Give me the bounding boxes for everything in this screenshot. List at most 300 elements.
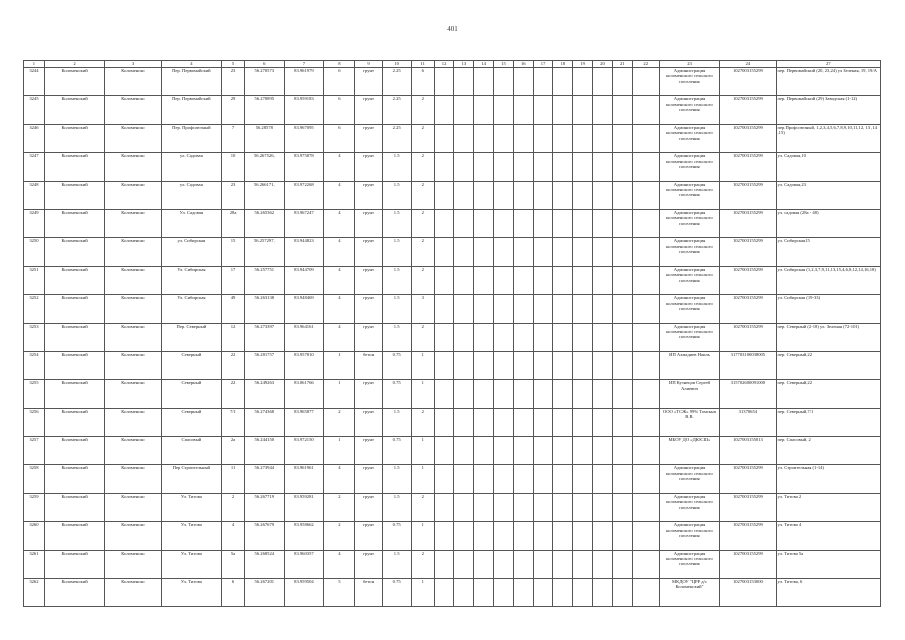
empty-cell bbox=[573, 181, 593, 209]
empty-cell bbox=[533, 266, 553, 294]
column-header: 2 bbox=[44, 61, 104, 68]
empty-cell bbox=[513, 181, 533, 209]
empty-cell bbox=[513, 465, 533, 493]
empty-cell bbox=[632, 550, 659, 578]
table-row bbox=[24, 68, 881, 96]
surface-cell: грунт bbox=[355, 153, 382, 181]
empty-cell bbox=[533, 493, 553, 521]
empty-cell bbox=[632, 181, 659, 209]
empty-cell bbox=[573, 295, 593, 323]
table-row bbox=[24, 522, 881, 550]
street-cell: Ул. Садовая bbox=[161, 209, 221, 237]
table-row bbox=[24, 493, 881, 521]
empty-cell bbox=[494, 437, 514, 465]
surface-cell: грунт bbox=[355, 522, 382, 550]
latitude-cell: 56.281757 bbox=[245, 351, 285, 379]
house-cell: 2 bbox=[222, 493, 245, 521]
empty-cell bbox=[632, 266, 659, 294]
street-cell: Ул. Титова bbox=[161, 579, 221, 607]
district-cell: Коломенский bbox=[44, 96, 104, 124]
street-cell: Ул. Титова bbox=[161, 550, 221, 578]
longitude-cell: 83.959183 bbox=[284, 96, 324, 124]
village-cell: Коломенско bbox=[105, 209, 161, 237]
address-cell: пер. Северный,22 bbox=[776, 351, 880, 379]
address-cell: пер. Северный,22 bbox=[776, 380, 880, 408]
table-row bbox=[24, 550, 881, 578]
district-cell: Коломенский bbox=[44, 380, 104, 408]
empty-cell bbox=[533, 124, 553, 152]
empty-cell bbox=[494, 323, 514, 351]
length-cell: 0.75 bbox=[382, 437, 411, 465]
empty-cell bbox=[553, 579, 573, 607]
empty-cell bbox=[513, 493, 533, 521]
column-header: 3 bbox=[105, 61, 161, 68]
width-cell: 4 bbox=[324, 238, 355, 266]
house-cell: 5а bbox=[222, 550, 245, 578]
house-cell: 4 bbox=[222, 522, 245, 550]
empty-cell bbox=[573, 437, 593, 465]
address-cell: пер. Первомайский (29) Заводская (1-12) bbox=[776, 96, 880, 124]
empty-cell bbox=[494, 465, 514, 493]
latitude-cell: 56.28578 bbox=[245, 124, 285, 152]
row-number-cell: 3248 bbox=[24, 181, 45, 209]
table-row bbox=[24, 96, 881, 124]
empty-cell bbox=[474, 124, 494, 152]
empty-cell bbox=[553, 465, 573, 493]
empty-cell bbox=[632, 68, 659, 96]
district-cell: Коломенский bbox=[44, 238, 104, 266]
empty-cell bbox=[494, 153, 514, 181]
row-number-cell: 3261 bbox=[24, 550, 45, 578]
latitude-cell: 56.267679 bbox=[245, 522, 285, 550]
empty-cell bbox=[553, 550, 573, 578]
length-cell: 1.5 bbox=[382, 493, 411, 521]
empty-cell bbox=[553, 153, 573, 181]
street-cell: Ул. Сибирская bbox=[161, 266, 221, 294]
ogrn-cell: 1027003155299 bbox=[720, 181, 776, 209]
address-cell: пер. Спасовый, 2 bbox=[776, 437, 880, 465]
longitude-cell: 83.972268 bbox=[284, 181, 324, 209]
empty-cell bbox=[632, 408, 659, 436]
empty-cell bbox=[513, 323, 533, 351]
empty-cell bbox=[612, 209, 632, 237]
width-cell: 4 bbox=[324, 323, 355, 351]
empty-cell bbox=[494, 209, 514, 237]
street-cell: Пер. Северный bbox=[161, 323, 221, 351]
empty-cell bbox=[612, 522, 632, 550]
ogrn-cell: 1027003155299 bbox=[720, 550, 776, 578]
empty-cell bbox=[533, 408, 553, 436]
length-cell: 1.5 bbox=[382, 209, 411, 237]
empty-cell bbox=[533, 295, 553, 323]
column-header: 14 bbox=[474, 61, 494, 68]
empty-cell bbox=[454, 323, 474, 351]
table-row bbox=[24, 295, 881, 323]
empty-cell bbox=[474, 68, 494, 96]
empty-cell bbox=[454, 550, 474, 578]
empty-cell bbox=[573, 465, 593, 493]
owner-cell: Администрация коломенского сельского поселения bbox=[659, 323, 719, 351]
longitude-cell: 83.957810 bbox=[284, 351, 324, 379]
empty-cell bbox=[434, 153, 454, 181]
owner-cell: Администрация коломенского сельского поселения bbox=[659, 181, 719, 209]
empty-cell bbox=[573, 579, 593, 607]
empty-cell bbox=[454, 96, 474, 124]
address-cell: ул. Сибирская (19-33) bbox=[776, 295, 880, 323]
surface-cell: грунт bbox=[355, 465, 382, 493]
empty-cell bbox=[573, 522, 593, 550]
empty-cell bbox=[513, 238, 533, 266]
longitude-cell: 83.965877 bbox=[284, 408, 324, 436]
address-cell: ул. Титова 4 bbox=[776, 522, 880, 550]
empty-cell bbox=[533, 579, 553, 607]
empty-cell bbox=[494, 380, 514, 408]
lanes-cell: 6 bbox=[411, 68, 434, 96]
owner-cell: ИП Кузнецов Сергей Алиевич bbox=[659, 380, 719, 408]
empty-cell bbox=[454, 153, 474, 181]
table-row bbox=[24, 238, 881, 266]
width-cell: 2 bbox=[324, 408, 355, 436]
column-header: 7 bbox=[284, 61, 324, 68]
surface-cell: грунт bbox=[355, 181, 382, 209]
empty-cell bbox=[474, 550, 494, 578]
empty-cell bbox=[494, 351, 514, 379]
ogrn-cell: 317703100038005 bbox=[720, 351, 776, 379]
village-cell: Коломенско bbox=[105, 68, 161, 96]
empty-cell bbox=[513, 68, 533, 96]
house-cell: 12 bbox=[222, 323, 245, 351]
district-cell: Коломенский bbox=[44, 209, 104, 237]
table-row bbox=[24, 266, 881, 294]
empty-cell bbox=[474, 408, 494, 436]
empty-cell bbox=[553, 238, 573, 266]
lanes-cell: 2 bbox=[411, 181, 434, 209]
width-cell: 4 bbox=[324, 295, 355, 323]
empty-cell bbox=[573, 323, 593, 351]
empty-cell bbox=[513, 550, 533, 578]
empty-cell bbox=[612, 266, 632, 294]
empty-cell bbox=[612, 465, 632, 493]
empty-cell bbox=[632, 153, 659, 181]
house-cell: 29 bbox=[222, 96, 245, 124]
empty-cell bbox=[553, 209, 573, 237]
width-cell: 4 bbox=[324, 550, 355, 578]
latitude-cell: 56.265362 bbox=[245, 209, 285, 237]
ogrn-cell: 1027003155299 bbox=[720, 209, 776, 237]
latitude-cell: 56.268524 bbox=[245, 550, 285, 578]
empty-cell bbox=[513, 522, 533, 550]
column-header: 27 bbox=[776, 61, 880, 68]
width-cell: 6 bbox=[324, 96, 355, 124]
empty-cell bbox=[553, 68, 573, 96]
row-number-cell: 3259 bbox=[24, 493, 45, 521]
width-cell: 4 bbox=[324, 266, 355, 294]
table-row bbox=[24, 437, 881, 465]
empty-cell bbox=[474, 266, 494, 294]
empty-cell bbox=[533, 465, 553, 493]
empty-cell bbox=[434, 96, 454, 124]
lanes-cell: 1 bbox=[411, 522, 434, 550]
district-cell: Коломенский bbox=[44, 493, 104, 521]
empty-cell bbox=[513, 408, 533, 436]
table-row bbox=[24, 124, 881, 152]
empty-cell bbox=[513, 266, 533, 294]
street-cell: Пер Строительный bbox=[161, 465, 221, 493]
empty-cell bbox=[474, 579, 494, 607]
district-cell: Коломенский bbox=[44, 351, 104, 379]
village-cell: Коломенско bbox=[105, 153, 161, 181]
width-cell: 6 bbox=[324, 124, 355, 152]
empty-cell bbox=[533, 522, 553, 550]
surface-cell: грунт bbox=[355, 238, 382, 266]
district-cell: Коломенский bbox=[44, 437, 104, 465]
street-cell: Пер. Профсоюзный bbox=[161, 124, 221, 152]
address-cell: ул. Сибирская (1,2,3,7,9,11,13,15,4,6,8,12,14,16,18) bbox=[776, 266, 880, 294]
latitude-cell: 56.263138 bbox=[245, 295, 285, 323]
width-cell: 1 bbox=[324, 437, 355, 465]
lanes-cell: 2 bbox=[411, 493, 434, 521]
column-header: 9 bbox=[355, 61, 382, 68]
street-cell: ул. Сибирская bbox=[161, 238, 221, 266]
width-cell: 4 bbox=[324, 465, 355, 493]
empty-cell bbox=[612, 323, 632, 351]
column-header: 15 bbox=[494, 61, 514, 68]
empty-cell bbox=[612, 579, 632, 607]
row-number-cell: 3256 bbox=[24, 408, 45, 436]
empty-cell bbox=[553, 181, 573, 209]
empty-cell bbox=[454, 295, 474, 323]
empty-cell bbox=[632, 380, 659, 408]
surface-cell: грунт bbox=[355, 68, 382, 96]
row-number-cell: 3258 bbox=[24, 465, 45, 493]
empty-cell bbox=[454, 266, 474, 294]
ogrn-cell: 1027003155299 bbox=[720, 68, 776, 96]
width-cell: 5 bbox=[324, 579, 355, 607]
empty-cell bbox=[454, 579, 474, 607]
empty-cell bbox=[632, 437, 659, 465]
column-header: 21 bbox=[612, 61, 632, 68]
lanes-cell: 2 bbox=[411, 408, 434, 436]
longitude-cell: 83.944823 bbox=[284, 238, 324, 266]
longitude-cell: 83.967095 bbox=[284, 124, 324, 152]
empty-cell bbox=[533, 351, 553, 379]
empty-cell bbox=[612, 493, 632, 521]
empty-cell bbox=[494, 295, 514, 323]
ogrn-cell: 1027003155299 bbox=[720, 266, 776, 294]
empty-cell bbox=[513, 96, 533, 124]
length-cell: 0.75 bbox=[382, 579, 411, 607]
empty-cell bbox=[593, 323, 613, 351]
street-cell: Пер. Первомайский bbox=[161, 68, 221, 96]
latitude-cell: 56.267201 bbox=[245, 579, 285, 607]
surface-cell: грунт bbox=[355, 323, 382, 351]
surface-cell: бетон bbox=[355, 351, 382, 379]
empty-cell bbox=[494, 493, 514, 521]
empty-cell bbox=[632, 96, 659, 124]
empty-cell bbox=[474, 493, 494, 521]
owner-cell: МКДОУ "ЦРР д/с Коломенский" bbox=[659, 579, 719, 607]
village-cell: Коломенско bbox=[105, 579, 161, 607]
street-cell: ул. Садовая bbox=[161, 153, 221, 181]
address-cell: ул. Садовая,23 bbox=[776, 181, 880, 209]
empty-cell bbox=[474, 380, 494, 408]
address-cell: пер. Северный,7/1 bbox=[776, 408, 880, 436]
lanes-cell: 2 bbox=[411, 96, 434, 124]
empty-cell bbox=[612, 380, 632, 408]
address-cell: ул. Строительная (1-14) bbox=[776, 465, 880, 493]
village-cell: Коломенско bbox=[105, 238, 161, 266]
village-cell: Коломенско bbox=[105, 323, 161, 351]
empty-cell bbox=[553, 522, 573, 550]
lanes-cell: 1 bbox=[411, 465, 434, 493]
address-cell: пер. Северный (2-18) ул. Зеленая (72-101) bbox=[776, 323, 880, 351]
empty-cell bbox=[612, 68, 632, 96]
ogrn-cell: 1027003155299 bbox=[720, 465, 776, 493]
row-number-cell: 3249 bbox=[24, 209, 45, 237]
latitude-cell: 56.249263 bbox=[245, 380, 285, 408]
empty-cell bbox=[553, 380, 573, 408]
table-row bbox=[24, 351, 881, 379]
empty-cell bbox=[454, 209, 474, 237]
empty-cell bbox=[454, 380, 474, 408]
empty-cell bbox=[434, 266, 454, 294]
empty-cell bbox=[553, 323, 573, 351]
table-row bbox=[24, 579, 881, 607]
empty-cell bbox=[434, 437, 454, 465]
length-cell: 1.5 bbox=[382, 323, 411, 351]
ogrn-cell: 1027003155299 bbox=[720, 153, 776, 181]
column-header: 17 bbox=[533, 61, 553, 68]
longitude-cell: 83.967247 bbox=[284, 209, 324, 237]
ogrn-cell: 1027003155013 bbox=[720, 437, 776, 465]
longitude-cell: 83.959281 bbox=[284, 493, 324, 521]
empty-cell bbox=[434, 465, 454, 493]
empty-cell bbox=[593, 579, 613, 607]
empty-cell bbox=[632, 238, 659, 266]
empty-cell bbox=[533, 550, 553, 578]
empty-cell bbox=[593, 153, 613, 181]
row-number-cell: 3254 bbox=[24, 351, 45, 379]
house-cell: 22 bbox=[222, 351, 245, 379]
empty-cell bbox=[474, 96, 494, 124]
latitude-cell: 56.274368 bbox=[245, 408, 285, 436]
empty-cell bbox=[494, 68, 514, 96]
row-number-cell: 3257 bbox=[24, 437, 45, 465]
column-header: 12 bbox=[434, 61, 454, 68]
empty-cell bbox=[474, 437, 494, 465]
district-cell: Коломенский bbox=[44, 550, 104, 578]
empty-cell bbox=[474, 181, 494, 209]
empty-cell bbox=[434, 380, 454, 408]
longitude-cell: 83.061766 bbox=[284, 380, 324, 408]
street-cell: Ул. Титова bbox=[161, 493, 221, 521]
village-cell: Коломенско bbox=[105, 522, 161, 550]
empty-cell bbox=[612, 351, 632, 379]
street-cell: Спасовый bbox=[161, 437, 221, 465]
lanes-cell: 2 bbox=[411, 238, 434, 266]
empty-cell bbox=[593, 493, 613, 521]
latitude-cell: 56.257297, bbox=[245, 238, 285, 266]
address-cell: ул. садовая (28а - 48) bbox=[776, 209, 880, 237]
empty-cell bbox=[553, 266, 573, 294]
lanes-cell: 1 bbox=[411, 579, 434, 607]
length-cell: 2.25 bbox=[382, 68, 411, 96]
empty-cell bbox=[593, 550, 613, 578]
owner-cell: Администрация коломенского сельского поселения bbox=[659, 266, 719, 294]
latitude-cell: 56.270573 bbox=[245, 68, 285, 96]
lanes-cell: 2 bbox=[411, 266, 434, 294]
width-cell: 2 bbox=[324, 522, 355, 550]
empty-cell bbox=[593, 295, 613, 323]
village-cell: Коломенско bbox=[105, 493, 161, 521]
longitude-cell: 83.961979 bbox=[284, 68, 324, 96]
district-cell: Коломенский bbox=[44, 266, 104, 294]
length-cell: 0.75 bbox=[382, 380, 411, 408]
empty-cell bbox=[533, 238, 553, 266]
owner-cell: Администрация коломенского сельского поселения bbox=[659, 153, 719, 181]
empty-cell bbox=[474, 209, 494, 237]
empty-cell bbox=[434, 323, 454, 351]
owner-cell: Администрация коломенского сельского поселения bbox=[659, 295, 719, 323]
length-cell: 2.25 bbox=[382, 96, 411, 124]
empty-cell bbox=[474, 465, 494, 493]
empty-cell bbox=[533, 68, 553, 96]
empty-cell bbox=[434, 295, 454, 323]
empty-cell bbox=[434, 124, 454, 152]
empty-cell bbox=[593, 380, 613, 408]
empty-cell bbox=[513, 153, 533, 181]
house-cell: 15 bbox=[222, 238, 245, 266]
empty-cell bbox=[434, 209, 454, 237]
empty-cell bbox=[533, 209, 553, 237]
ogrn-cell: 1027003155299 bbox=[720, 295, 776, 323]
address-cell: ул. Садовая,10 bbox=[776, 153, 880, 181]
house-cell: 49 bbox=[222, 295, 245, 323]
empty-cell bbox=[434, 579, 454, 607]
empty-cell bbox=[494, 124, 514, 152]
lanes-cell: 1 bbox=[411, 351, 434, 379]
empty-cell bbox=[612, 96, 632, 124]
longitude-cell: 83.944709 bbox=[284, 266, 324, 294]
length-cell: 1.5 bbox=[382, 465, 411, 493]
village-cell: Коломенско bbox=[105, 465, 161, 493]
empty-cell bbox=[513, 295, 533, 323]
district-cell: Коломенский bbox=[44, 522, 104, 550]
empty-cell bbox=[573, 209, 593, 237]
length-cell: 1.5 bbox=[382, 408, 411, 436]
row-number-cell: 3262 bbox=[24, 579, 45, 607]
column-header: 11 bbox=[411, 61, 434, 68]
empty-cell bbox=[573, 238, 593, 266]
surface-cell: грунт bbox=[355, 96, 382, 124]
empty-cell bbox=[513, 209, 533, 237]
column-header: 16 bbox=[513, 61, 533, 68]
empty-cell bbox=[474, 295, 494, 323]
width-cell: 6 bbox=[324, 68, 355, 96]
house-cell: 10 bbox=[222, 153, 245, 181]
width-cell: 1 bbox=[324, 351, 355, 379]
empty-cell bbox=[454, 408, 474, 436]
surface-cell: грунт bbox=[355, 493, 382, 521]
width-cell: 1 bbox=[324, 380, 355, 408]
street-cell: Северный bbox=[161, 380, 221, 408]
owner-cell: ООО «ТСЖ» 99% Томскнп В.В. bbox=[659, 408, 719, 436]
length-cell: 1.5 bbox=[382, 181, 411, 209]
empty-cell bbox=[553, 124, 573, 152]
empty-cell bbox=[454, 465, 474, 493]
row-number-cell: 3250 bbox=[24, 238, 45, 266]
column-header: 18 bbox=[553, 61, 573, 68]
